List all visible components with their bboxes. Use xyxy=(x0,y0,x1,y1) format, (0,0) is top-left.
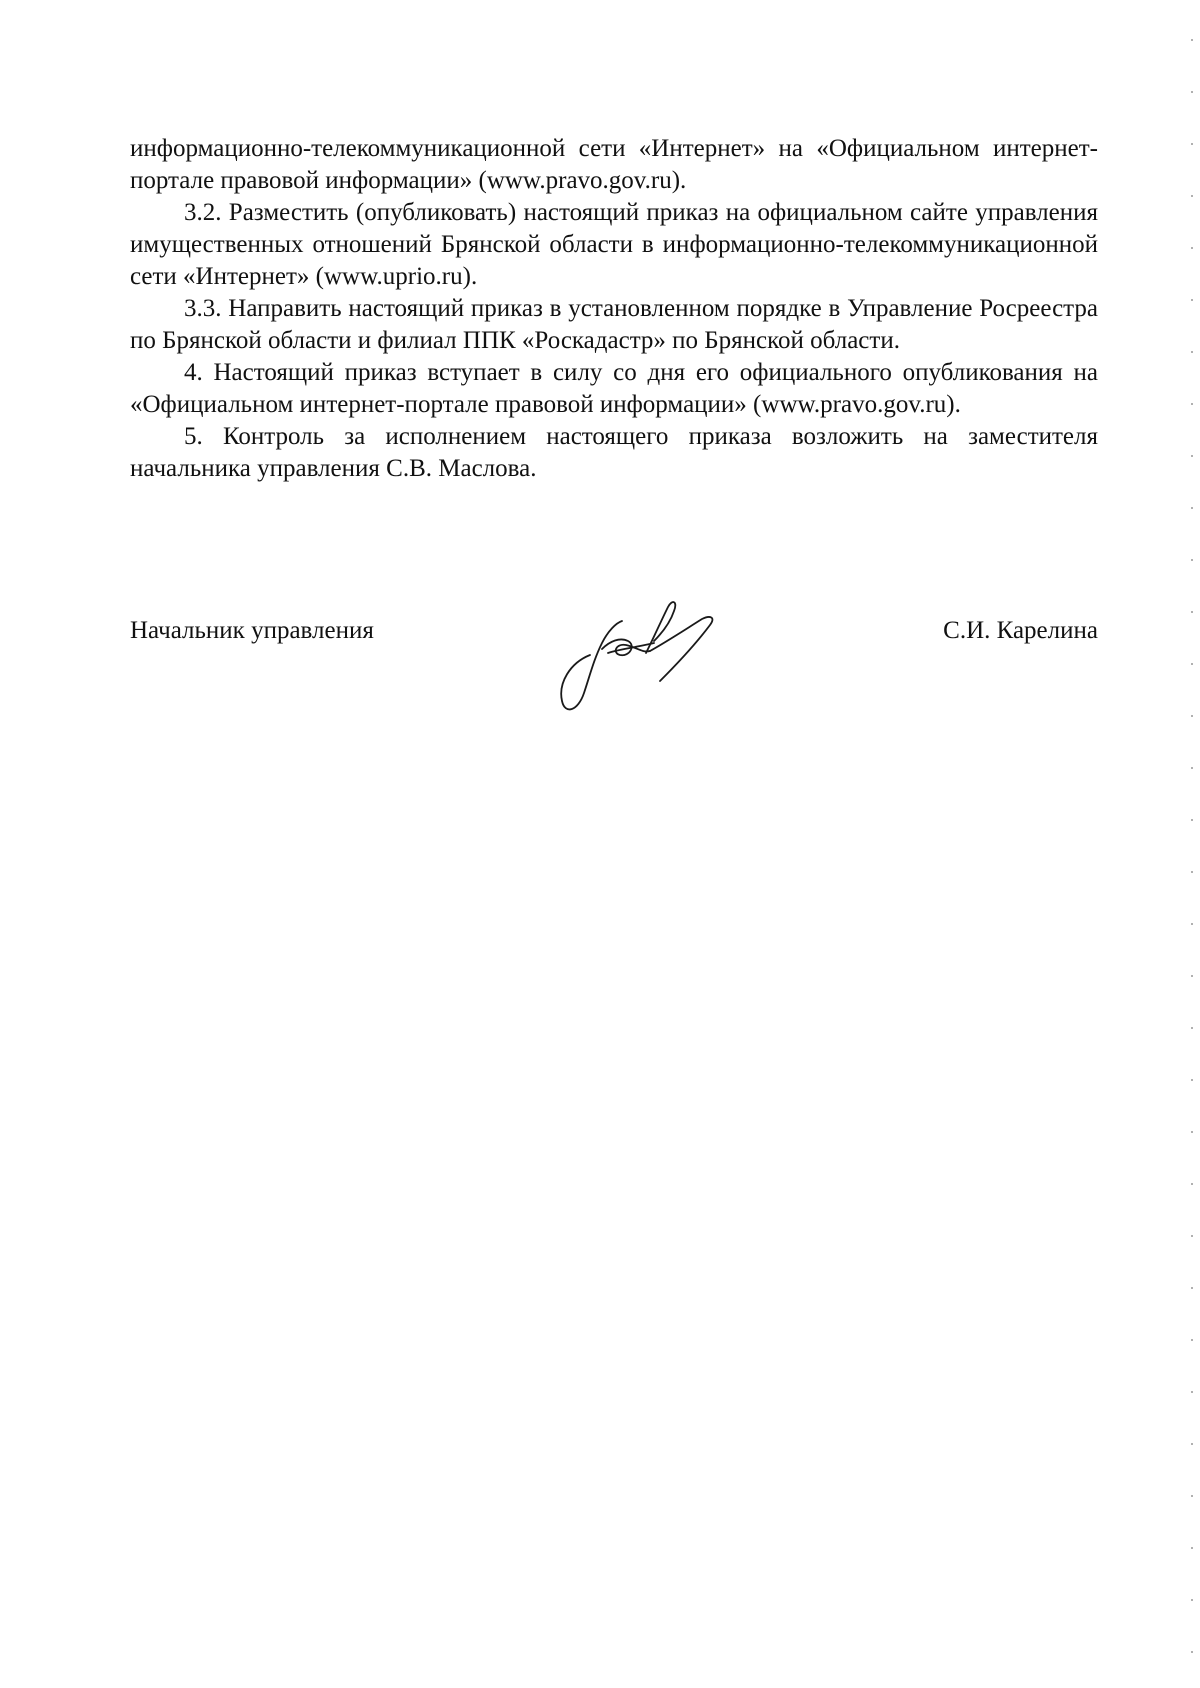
scan-edge-dot xyxy=(1191,143,1193,145)
paragraph-3-3: 3.3. Направить настоящий приказ в установленном порядке в Управление Росреестра по Брянской области и филиал ППК «Роскадастр» по Брянской области. xyxy=(130,295,1098,354)
scan-edge-dot xyxy=(1191,351,1193,353)
scan-edge-dot xyxy=(1191,871,1193,873)
scan-edge-dot xyxy=(1191,1027,1193,1029)
scan-edge-dot xyxy=(1191,611,1193,613)
scan-edge-dot xyxy=(1191,195,1193,197)
scan-edge-dot xyxy=(1191,975,1193,977)
scan-edge-dots xyxy=(1188,0,1200,1688)
scan-edge-dot xyxy=(1191,1547,1193,1549)
signatory-name: С.И. Карелина xyxy=(943,617,1098,644)
scan-edge-dot xyxy=(1191,455,1193,457)
scan-edge-dot xyxy=(1191,403,1193,405)
paragraph-5: 5. Контроль за исполнением настоящего приказа возложить на заместителя начальника управления С.В. Маслова. xyxy=(130,423,1098,482)
signatory-position: Начальник управления xyxy=(130,617,374,644)
scan-edge-dot xyxy=(1191,39,1193,41)
scan-edge-dot xyxy=(1191,91,1193,93)
paragraph-4: 4. Настоящий приказ вступает в силу со дня его официального опубликования на «Официальном интернет-портале правовой информации» (www.pravo.gov.ru). xyxy=(130,359,1098,418)
scan-edge-dot xyxy=(1191,1391,1193,1393)
scan-edge-dot xyxy=(1191,1495,1193,1497)
scan-edge-dot xyxy=(1191,1599,1193,1601)
scan-edge-dot xyxy=(1191,507,1193,509)
scan-edge-dot xyxy=(1191,767,1193,769)
scan-edge-dot xyxy=(1191,1287,1193,1289)
handwritten-signature xyxy=(550,593,730,723)
scan-edge-dot xyxy=(1191,1651,1193,1653)
paragraph-3-2: 3.2. Разместить (опубликовать) настоящий приказ на официальном сайте управления имущественных отношений Брянской области в информационно-телекоммуникационной сети «Интернет» (www.uprio.ru). xyxy=(130,199,1098,290)
scan-edge-dot xyxy=(1191,1235,1193,1237)
scan-edge-dot xyxy=(1191,663,1193,665)
scan-edge-dot xyxy=(1191,1183,1193,1185)
scan-edge-dot xyxy=(1191,299,1193,301)
signature-stroke-loop xyxy=(561,621,622,709)
scan-edge-dot xyxy=(1191,1131,1193,1133)
scan-edge-dot xyxy=(1191,923,1193,925)
scan-edge-dot xyxy=(1191,1339,1193,1341)
paragraph-continuation: информационно-телекоммуникационной сети «Интернет» на «Официальном интернет-портале правовой информации» (www.pravo.gov.ru). xyxy=(130,135,1098,194)
document-body xyxy=(130,133,1098,485)
scan-edge-dot xyxy=(1191,559,1193,561)
scan-edge-dot xyxy=(1191,1443,1193,1445)
scan-edge-dot xyxy=(1191,819,1193,821)
scan-edge-dot xyxy=(1191,1079,1193,1081)
scan-edge-dot xyxy=(1191,247,1193,249)
signature-block xyxy=(130,615,1098,735)
scan-edge-dot xyxy=(1191,715,1193,717)
